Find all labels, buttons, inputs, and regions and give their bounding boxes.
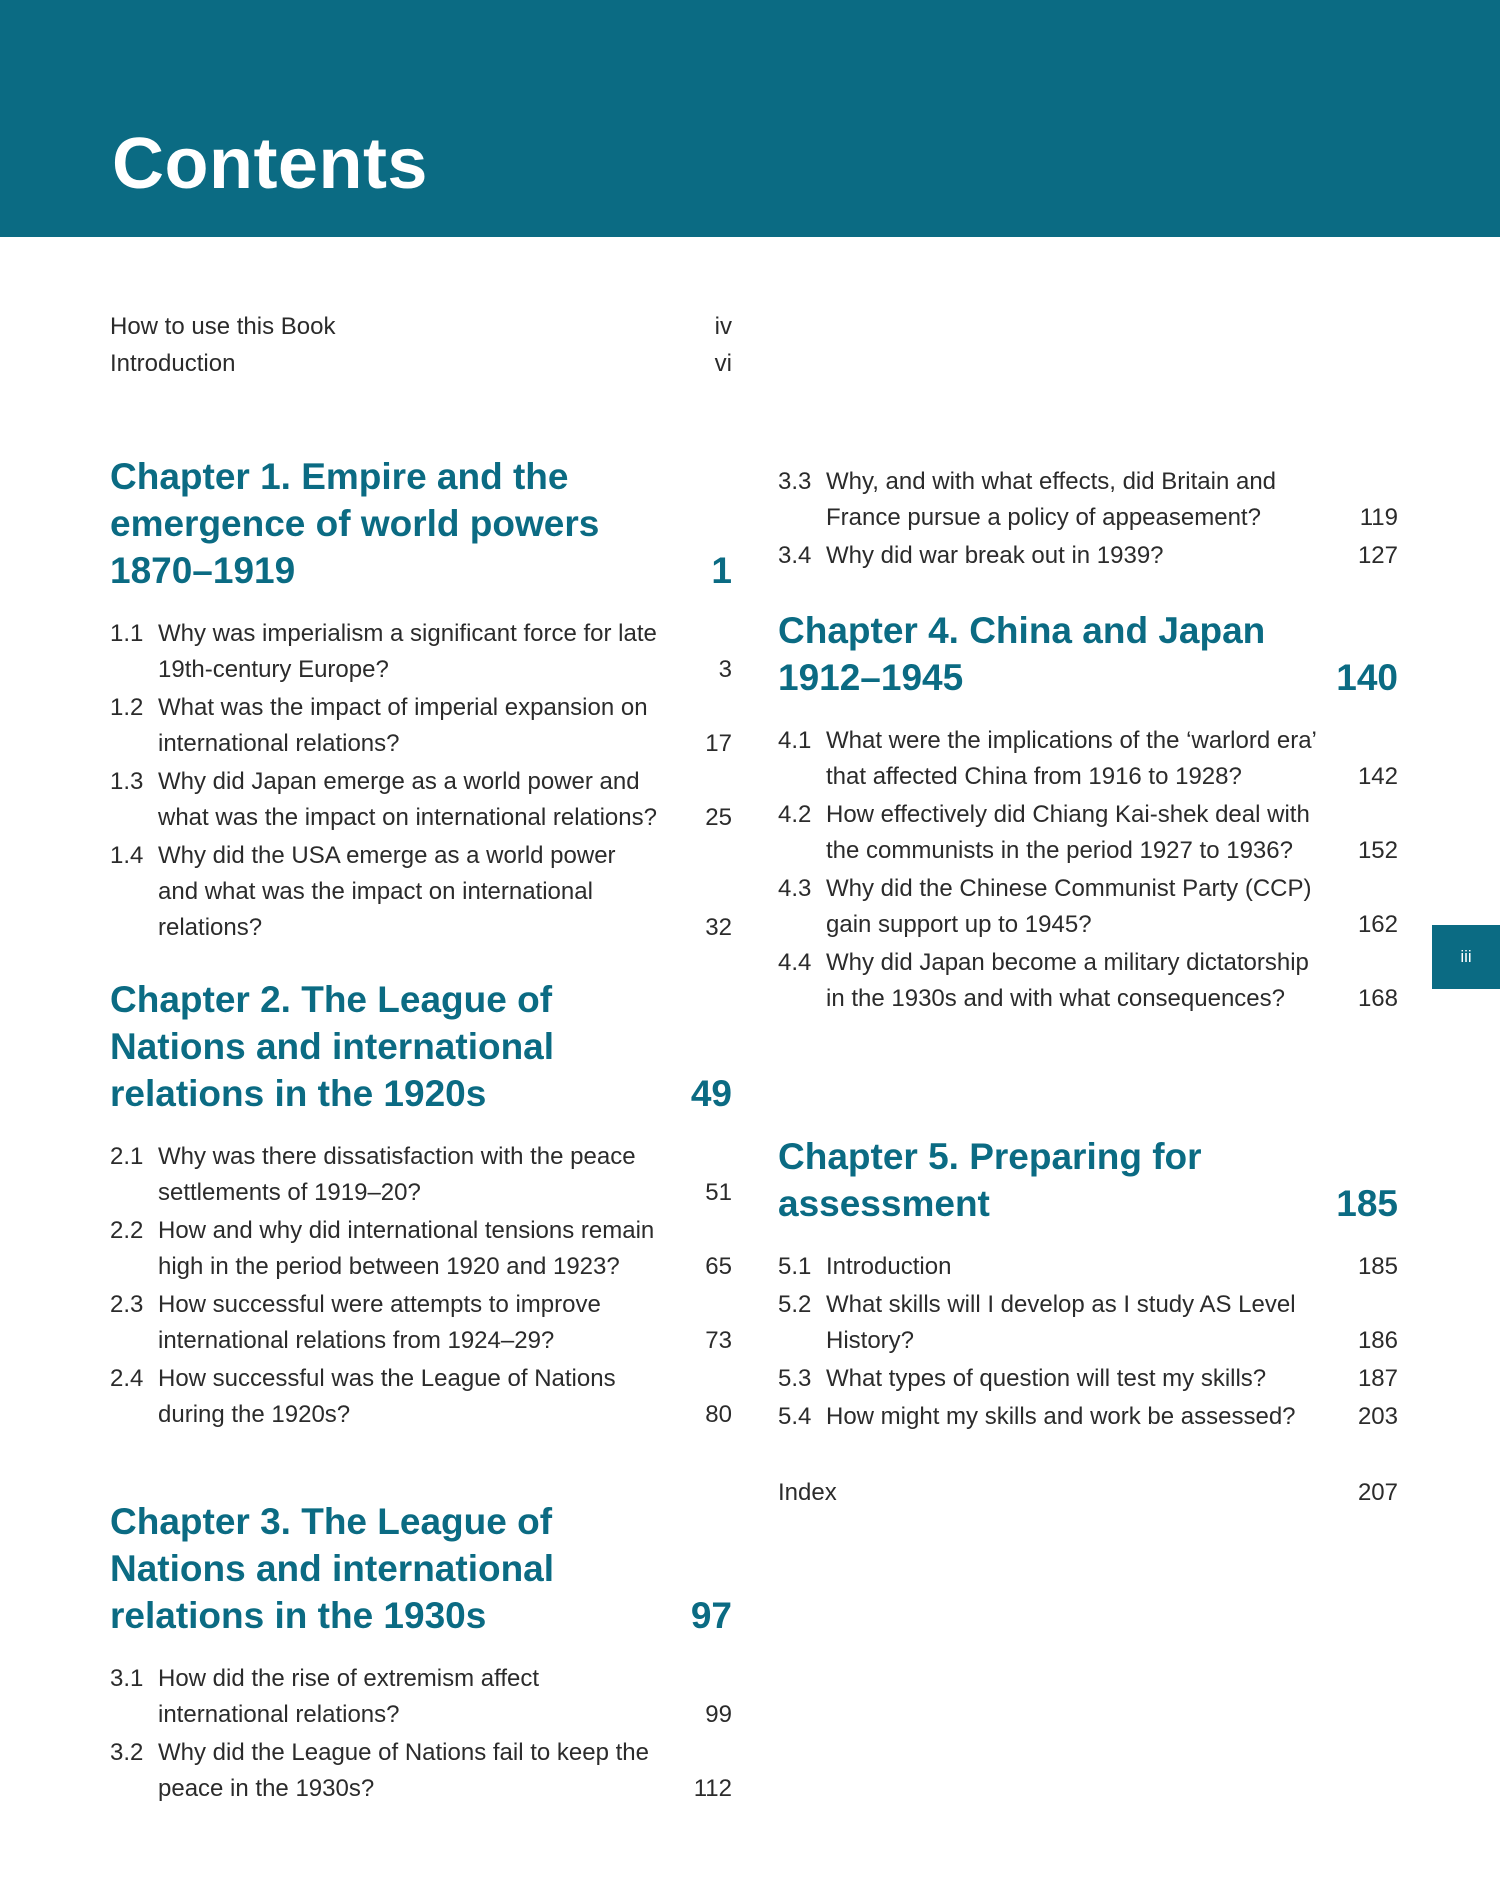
- section-entry[interactable]: [778, 1399, 1398, 1435]
- section-number: 4.4: [778, 949, 812, 976]
- section-entry[interactable]: [778, 538, 1398, 574]
- section-page: 142: [1357, 763, 1398, 790]
- section-entry[interactable]: [110, 764, 732, 836]
- chapter-page: 97: [690, 1595, 732, 1636]
- section-page: 25: [705, 804, 732, 831]
- section-entry[interactable]: [778, 1361, 1398, 1397]
- section-number: 4.3: [778, 875, 812, 902]
- section-entry[interactable]: [110, 1213, 732, 1285]
- section-number: 1.1: [110, 620, 144, 647]
- section-page: 99: [705, 1701, 732, 1728]
- index-label: Index: [778, 1479, 837, 1506]
- section-title: How might my skills and work be assessed?: [826, 1403, 1296, 1430]
- section-page: 162: [1357, 911, 1398, 938]
- section-title: How successful was the League of Nations during the 1920s?: [158, 1365, 616, 1428]
- section-page: 3: [718, 656, 732, 683]
- page-title: Contents: [112, 124, 428, 204]
- section-number: 3.3: [778, 468, 812, 495]
- section-title: Why was there dissatisfaction with the peace settlements of 1919–20?: [158, 1143, 636, 1206]
- section-title: Why did the League of Nations fail to keep the peace in the 1930s?: [158, 1739, 649, 1802]
- section-number: 1.4: [110, 842, 144, 869]
- section-page: 203: [1357, 1403, 1398, 1430]
- section-entry[interactable]: [110, 1139, 732, 1211]
- section-page: 168: [1357, 985, 1398, 1012]
- section-page: 187: [1357, 1365, 1398, 1392]
- section-title: What was the impact of imperial expansion on international relations?: [158, 694, 648, 757]
- section-number: 5.2: [778, 1291, 812, 1318]
- section-entry[interactable]: [110, 616, 732, 688]
- section-page: 32: [705, 914, 732, 941]
- chapter-5: [778, 1133, 1398, 1437]
- chapter-heading[interactable]: [110, 453, 732, 594]
- section-title: How effectively did Chiang Kai-shek deal with the communists in the period 1927 to 1936?: [826, 801, 1310, 864]
- section-number: 4.2: [778, 801, 812, 828]
- toc-entry[interactable]: [110, 308, 732, 345]
- page-number-tab: iii: [1432, 925, 1500, 989]
- section-page: 127: [1357, 542, 1398, 569]
- section-number: 4.1: [778, 727, 812, 754]
- section-entry[interactable]: [778, 871, 1398, 943]
- section-page: 152: [1357, 837, 1398, 864]
- section-entry[interactable]: [778, 1287, 1398, 1359]
- section-title: Why did Japan emerge as a world power and what was the impact on international relations?: [158, 768, 657, 831]
- section-entry[interactable]: [778, 464, 1398, 536]
- section-entry[interactable]: [110, 838, 732, 946]
- index-entry[interactable]: [778, 1475, 1398, 1511]
- chapter-heading[interactable]: [110, 976, 732, 1117]
- toc-entry-label: How to use this Book: [110, 313, 336, 340]
- section-number: 5.1: [778, 1253, 812, 1280]
- chapter-page: 185: [1336, 1183, 1398, 1224]
- front-matter: [110, 308, 732, 382]
- section-title: Why, and with what effects, did Britain and France pursue a policy of appeasement?: [826, 468, 1277, 531]
- chapter-2: [110, 976, 732, 1435]
- section-number: 3.2: [110, 1739, 144, 1766]
- section-title: Why did war break out in 1939?: [826, 542, 1164, 569]
- section-page: 112: [693, 1775, 732, 1802]
- section-number: 5.4: [778, 1403, 812, 1430]
- section-title: Introduction: [826, 1253, 952, 1280]
- section-page: 185: [1357, 1253, 1398, 1280]
- chapter-title: Chapter 1. Empire and the emergence of world powers 1870–1919: [110, 456, 600, 591]
- toc-entry-page: vi: [714, 350, 732, 377]
- section-number: 3.1: [110, 1665, 144, 1692]
- section-number: 1.2: [110, 694, 144, 721]
- section-number: 1.3: [110, 768, 144, 795]
- section-number: 2.3: [110, 1291, 144, 1318]
- chapter-3: [110, 1498, 732, 1809]
- chapter-title: Chapter 3. The League of Nations and international relations in the 1930s: [110, 1501, 555, 1636]
- section-entry[interactable]: [110, 1661, 732, 1733]
- section-number: 5.3: [778, 1365, 812, 1392]
- section-page: 186: [1357, 1327, 1398, 1354]
- section-title: Why did the USA emerge as a world power and what was the impact on international relations?: [158, 842, 616, 941]
- chapter-page: 1: [711, 550, 732, 591]
- chapter-title: Chapter 2. The League of Nations and international relations in the 1920s: [110, 979, 555, 1114]
- section-title: What types of question will test my skills?: [826, 1365, 1267, 1392]
- chapter-4: [778, 607, 1398, 1019]
- chapter-title: Chapter 5. Preparing for assessment: [778, 1136, 1202, 1224]
- section-title: Why did the Chinese Communist Party (CCP) gain support up to 1945?: [826, 875, 1312, 938]
- section-title: What were the implications of the ‘warlord era’ that affected China from 1916 to 1928?: [826, 727, 1316, 790]
- section-page: 119: [1359, 504, 1398, 531]
- section-title: How did the rise of extremism affect international relations?: [158, 1665, 540, 1728]
- header-banner: [0, 0, 1500, 237]
- section-title: What skills will I develop as I study AS Level History?: [826, 1291, 1296, 1354]
- section-entry[interactable]: [778, 723, 1398, 795]
- toc-entry-page: iv: [714, 313, 732, 340]
- section-number: 2.4: [110, 1365, 144, 1392]
- section-entry[interactable]: [778, 945, 1398, 1017]
- chapter-heading[interactable]: [778, 607, 1398, 701]
- section-number: 3.4: [778, 542, 812, 569]
- section-entry[interactable]: [110, 1735, 732, 1807]
- toc-entry[interactable]: [110, 345, 732, 382]
- section-page: 65: [705, 1253, 732, 1280]
- chapter-1: [110, 453, 732, 948]
- toc-entry-label: Introduction: [110, 350, 236, 377]
- section-entry[interactable]: [110, 1361, 732, 1433]
- chapter-3-continued: [778, 464, 1398, 576]
- section-entry[interactable]: [778, 1249, 1398, 1285]
- chapter-title: Chapter 4. China and Japan 1912–1945: [778, 610, 1266, 698]
- section-title: Why was imperialism a significant force for late 19th-century Europe?: [158, 620, 657, 683]
- section-page: 80: [705, 1401, 732, 1428]
- section-title: How successful were attempts to improve international relations from 1924–29?: [158, 1291, 601, 1354]
- index-page: 207: [1357, 1479, 1398, 1506]
- index-entry-block: [778, 1475, 1398, 1511]
- chapter-heading[interactable]: [778, 1133, 1398, 1227]
- section-number: 2.2: [110, 1217, 144, 1244]
- section-title: How and why did international tensions remain high in the period between 1920 and 1923?: [158, 1217, 655, 1280]
- section-title: Why did Japan become a military dictatorship in the 1930s and with what consequences?: [826, 949, 1309, 1012]
- chapter-page: 140: [1336, 657, 1398, 698]
- section-page: 17: [705, 730, 732, 757]
- section-entry[interactable]: [110, 1287, 732, 1359]
- section-entry[interactable]: [778, 797, 1398, 869]
- section-number: 2.1: [110, 1143, 144, 1170]
- section-page: 73: [705, 1327, 732, 1354]
- section-page: 51: [705, 1179, 732, 1206]
- section-entry[interactable]: [110, 690, 732, 762]
- chapter-heading[interactable]: [110, 1498, 732, 1639]
- chapter-page: 49: [690, 1073, 732, 1114]
